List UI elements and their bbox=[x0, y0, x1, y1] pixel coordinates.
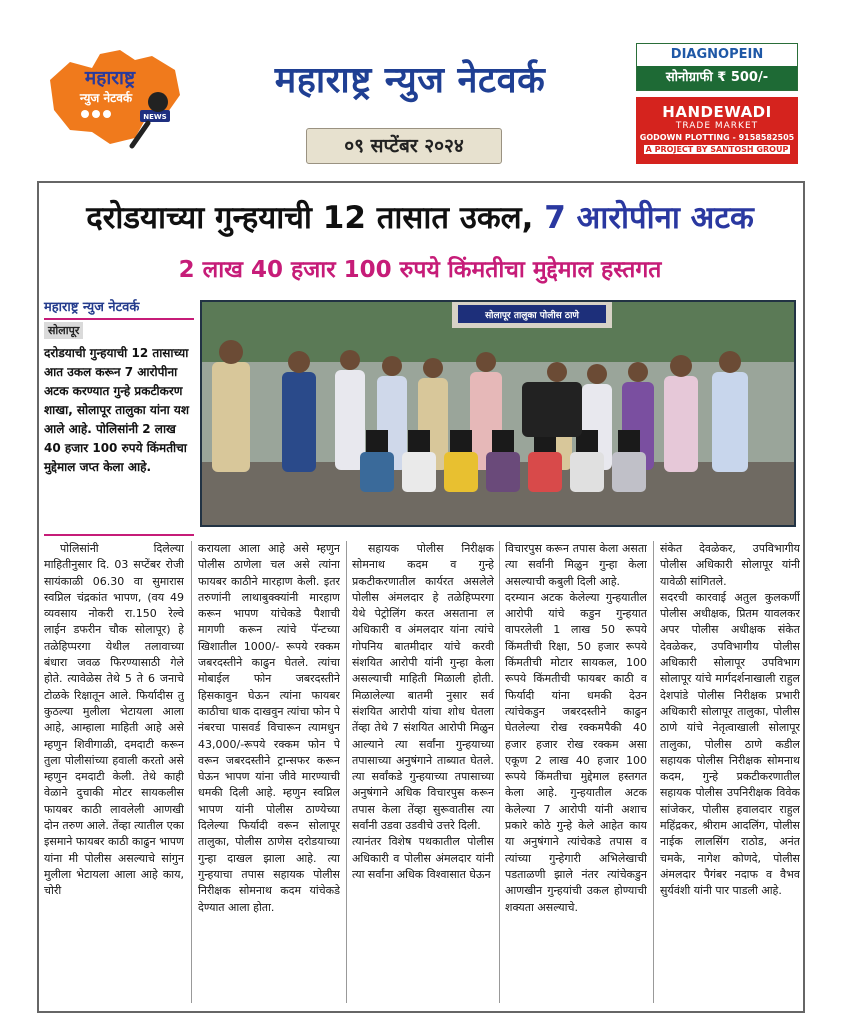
logo-line2: न्युज नेटवर्क bbox=[79, 91, 133, 105]
issue-date: ०९ सप्टेंबर २०२४ bbox=[306, 128, 502, 164]
banner-text: सोलापूर तालुका पोलीस ठाणे bbox=[485, 311, 579, 321]
diagnopein-brand: DIAGNOPEIN bbox=[670, 47, 764, 62]
diagnopein-offer: सोनोग्राफी ₹ 500/- bbox=[637, 66, 797, 90]
article-column-1: पोलिसांनी दिलेल्या माहितीनुसार दि. 03 सप्टेंबर रोजी सायंकाळी 06.30 वा सुमारास स्वप्निल चंद्रकांत भापण, (वय 49 व्यवसाय नोकरी रा.150 रेल्वे लाईन डफरीन चौक सोलापूर) हे तळेहिप्परगा येथील तलावाच्या बंधारा जवळ फिरण्यासाठी गेले होते. त्यावेळेस तेथे 5 ते 6 जनाचे टोळके रिक्षातून आले. फिर्यादीस तु कुठल्या मुलीला भेटायला आला आहे, आम्हाला माहिती आहे असे म्हणुन शिवीगाळी, दमदाटी करून तुला पोलीसांच्या हवाली करतो असे म्हणुन दमदाटी केली. तेथे काही वेळाने दुचाकी मोटर सायकलीस फायबर काठी लावलेली आणखी दोन तरुण आले. तेंव्हा त्यातील एका इसमाने फायबर काठी काढुन भापण यांना मी पोलीस असल्याचे सांगुन मुलीला भेटायला आला आहे काय, चोरी bbox=[44, 542, 184, 898]
article-column-5: संकेत देवळेकर, उपविभागीय पोलीस अधिकारी सोलापूर यांनी यावेळी सांगितले. सदरची कारवाई अतुल कुलकर्णी पोलीस अधीक्षक, प्रितम यावलकर अपर पोलीस अधीक्षक संकेत देवळेकर, उपविभागीय पोलीस अधिकारी सोलापूर उपविभाग सोलापूर यांचे मार्गदर्शनाखाली राहुल देशपांडे पोलीस निरीक्षक प्रभारी अधिकारी सोलापूर तालुका, पोलीस ठाणे यांचे नेतृत्वाखाली सोलापूर तालुका, पोलीस ठाणे कडील सहायक पोलीस निरीक्षक सोमनाथ कदम, गुन्हे प्रकटीकरणातील सहायक पोलीस उपनिरीक्षक विवेक सांजेकर, पोलीस हवालदार राहुल महिंद्रकर, श्रीराम आदलिंग, पोलीस नाईक लालसिंग राठोड, अनंत चमके, नागेश कोणदे, पोलीस अंमलदार पैगंबर नदाफ व वैभव सुर्यवंशी यांनी पार पाडली आहे. bbox=[660, 542, 800, 898]
mic-label: NEWS bbox=[143, 113, 167, 121]
masthead-title: महाराष्ट्र न्युज नेटवर्क bbox=[274, 60, 546, 101]
logo-line1: महाराष्ट्र bbox=[84, 67, 136, 89]
byline: महाराष्ट्र न्युज नेटवर्क bbox=[44, 300, 140, 315]
handewadi-title: HANDEWADI bbox=[662, 103, 772, 121]
article-headline bbox=[40, 196, 800, 238]
handewadi-ad[interactable] bbox=[636, 97, 798, 164]
summary-divider bbox=[44, 534, 194, 536]
rickshaw-shape bbox=[522, 382, 582, 437]
handewadi-subtitle: TRADE MARKET bbox=[675, 121, 759, 131]
diagnopein-ad[interactable] bbox=[636, 43, 798, 91]
column-divider bbox=[191, 541, 192, 1003]
handewadi-project: A PROJECT BY SANTOSH GROUP bbox=[645, 145, 789, 154]
handewadi-line: GODOWN PLOTTING - 9158582505 bbox=[639, 133, 795, 142]
headline-part1: दरोडयाच्या गुन्हयाची 12 तासात उकल, bbox=[86, 200, 534, 236]
article-subheadline: 2 लाख 40 हजार 100 रुपये किंमतीचा मुद्देमाल हस्तगत bbox=[178, 257, 662, 283]
article-photo[interactable] bbox=[200, 300, 796, 527]
article-column-4: विचारपुस करून तपास केला असता त्या सर्वांनी मिळुन गुन्हा केला असल्याची कबुली दिली आहे. दरम्यान अटक केलेल्या गुन्हयातील आरोपी यांचे कडुन गुन्हयात वापरलेली 1 लाख 50 रूपये किंमतीची रिक्षा, 50 हजार रूपये किंमतीची मोटार सायकल, 100 रूपये किंमतीची फायबर काठी व फिर्यादी यांना धमकी देउन त्यांचेकडुन जबरदस्तीने काढुन घेतलेल्या रोख रक्कमपैकी 40 हजार हजार रोख रक्कम असा एकूण 2 लाख 40 हजार 100 रूपये किंमतीचा मुद्देमाल हस्तगत केला आहे. गुन्हयातील अटक केलेल्या 7 आरोपी यांनी अशाच प्रकारे कोठे गुन्हे केले आहेत काय या अनुषंगाने त्यांचेकडे तपास व त्यांच्या गुन्हेगारी अभिलेखाची पडताळणी झाले नंतर त्यांचेकडुन आणखीन गुन्हयांची उकल होण्याची शक्यता असल्याचे. bbox=[505, 542, 647, 914]
column-divider bbox=[346, 541, 347, 1003]
article-summary: दरोडयाची गुन्हयाची 12 तासाच्या आत उकल करून 7 आरोपीना अटक करण्यात गुन्हे प्रकटीकरण शाखा, सोलापूर तालुका यांना यश आले आहे. पोलिसांनी 2 लाख 40 हजार 100 रुपये किंमतीचा मुद्देमाल जप्त केला आहे. bbox=[44, 346, 190, 474]
byline-divider bbox=[44, 318, 194, 320]
dateline-place: सोलापूर bbox=[44, 322, 83, 339]
article-column-3: सहायक पोलीस निरीक्षक सोमनाथ कदम व गुन्हे प्रकटीकरणातील कार्यरत असलेले पोलीस अंमलदार हे तळेहिप्परगा येथे पेट्रोलिंग करत असताना ल अधिकारी व अंमलदार यांना त्यांचे गोपनिय बातमीदार यांचे करवी संशयित आरोपी यांनी गुन्हा केला असल्याची माहिती मिळाली होती. मिळालेल्या बातमी नुसार सर्व संशयित आरोपी यांचा शोध घेतला तेंव्हा तेथे 7 संशयित आरोपी मिळुन आल्याने त्या सर्वांना गुन्हयाच्या तपासाच्या अनुषंगाने ताब्यात घेतले. त्या सर्वांकडे गुन्हयाच्या तपासाच्या अनुषंगाने अधिक विचारपुस करून तपास केला तेंव्हा सुरूवातीस त्या सर्वांनी उडवा उडवीचे उत्तरे दिली. त्यानंतर विशेष पथकातील पोलीस अधिकारी व पोलीस अंमलदार यांनी त्या सर्वांना अधिक विश्वासात घेऊन bbox=[352, 542, 494, 881]
column-divider bbox=[499, 541, 500, 1003]
headline-part2: 7 आरोपीना अटक bbox=[544, 200, 754, 236]
column-divider bbox=[653, 541, 654, 1003]
site-logo[interactable] bbox=[40, 40, 190, 155]
article-column-2: करायला आला आहे असे म्हणुन पोलीस ठाणेला चल असे त्यांना फायबर काठीने मारहाण केली. इतर तरुणांनी लाथाबुक्क्यांनी मारहाण करून भापण यांचेकडे पैशाची मागणी करून त्यांचे पॅन्टच्या खिशातील 1000/- रूपये रक्कम जबरदस्तीने काढुन घेतले. त्यांचा मोबाईल फोन जबरदस्तीने हिसकावुन घेऊन त्यांना फायबर काठीचा धाक दाखवुन त्यांचा फोन पे नंबरचा पासवर्ड विचारून त्यामधुन 43,000/-रूपये रक्कम फोन पे वरून जबरदस्तीने ट्रान्सफर करून घेऊन भापण यांना जीवे मारण्याची धमकी दिली आहे. म्हणुन स्वप्निल भापण यांनी पोलीस ठाण्येच्या दिलेल्या फिर्यादी वरून सोलापूर तालुका, पोलीस ठाणेस दरोडयाच्या गुन्हा दाखल झाला आहे. त्या गुन्हयाचा तपास सहायक पोलीस निरीक्षक सोमनाथ कदम यांचेकडे देण्यात आला होता. bbox=[198, 542, 340, 914]
